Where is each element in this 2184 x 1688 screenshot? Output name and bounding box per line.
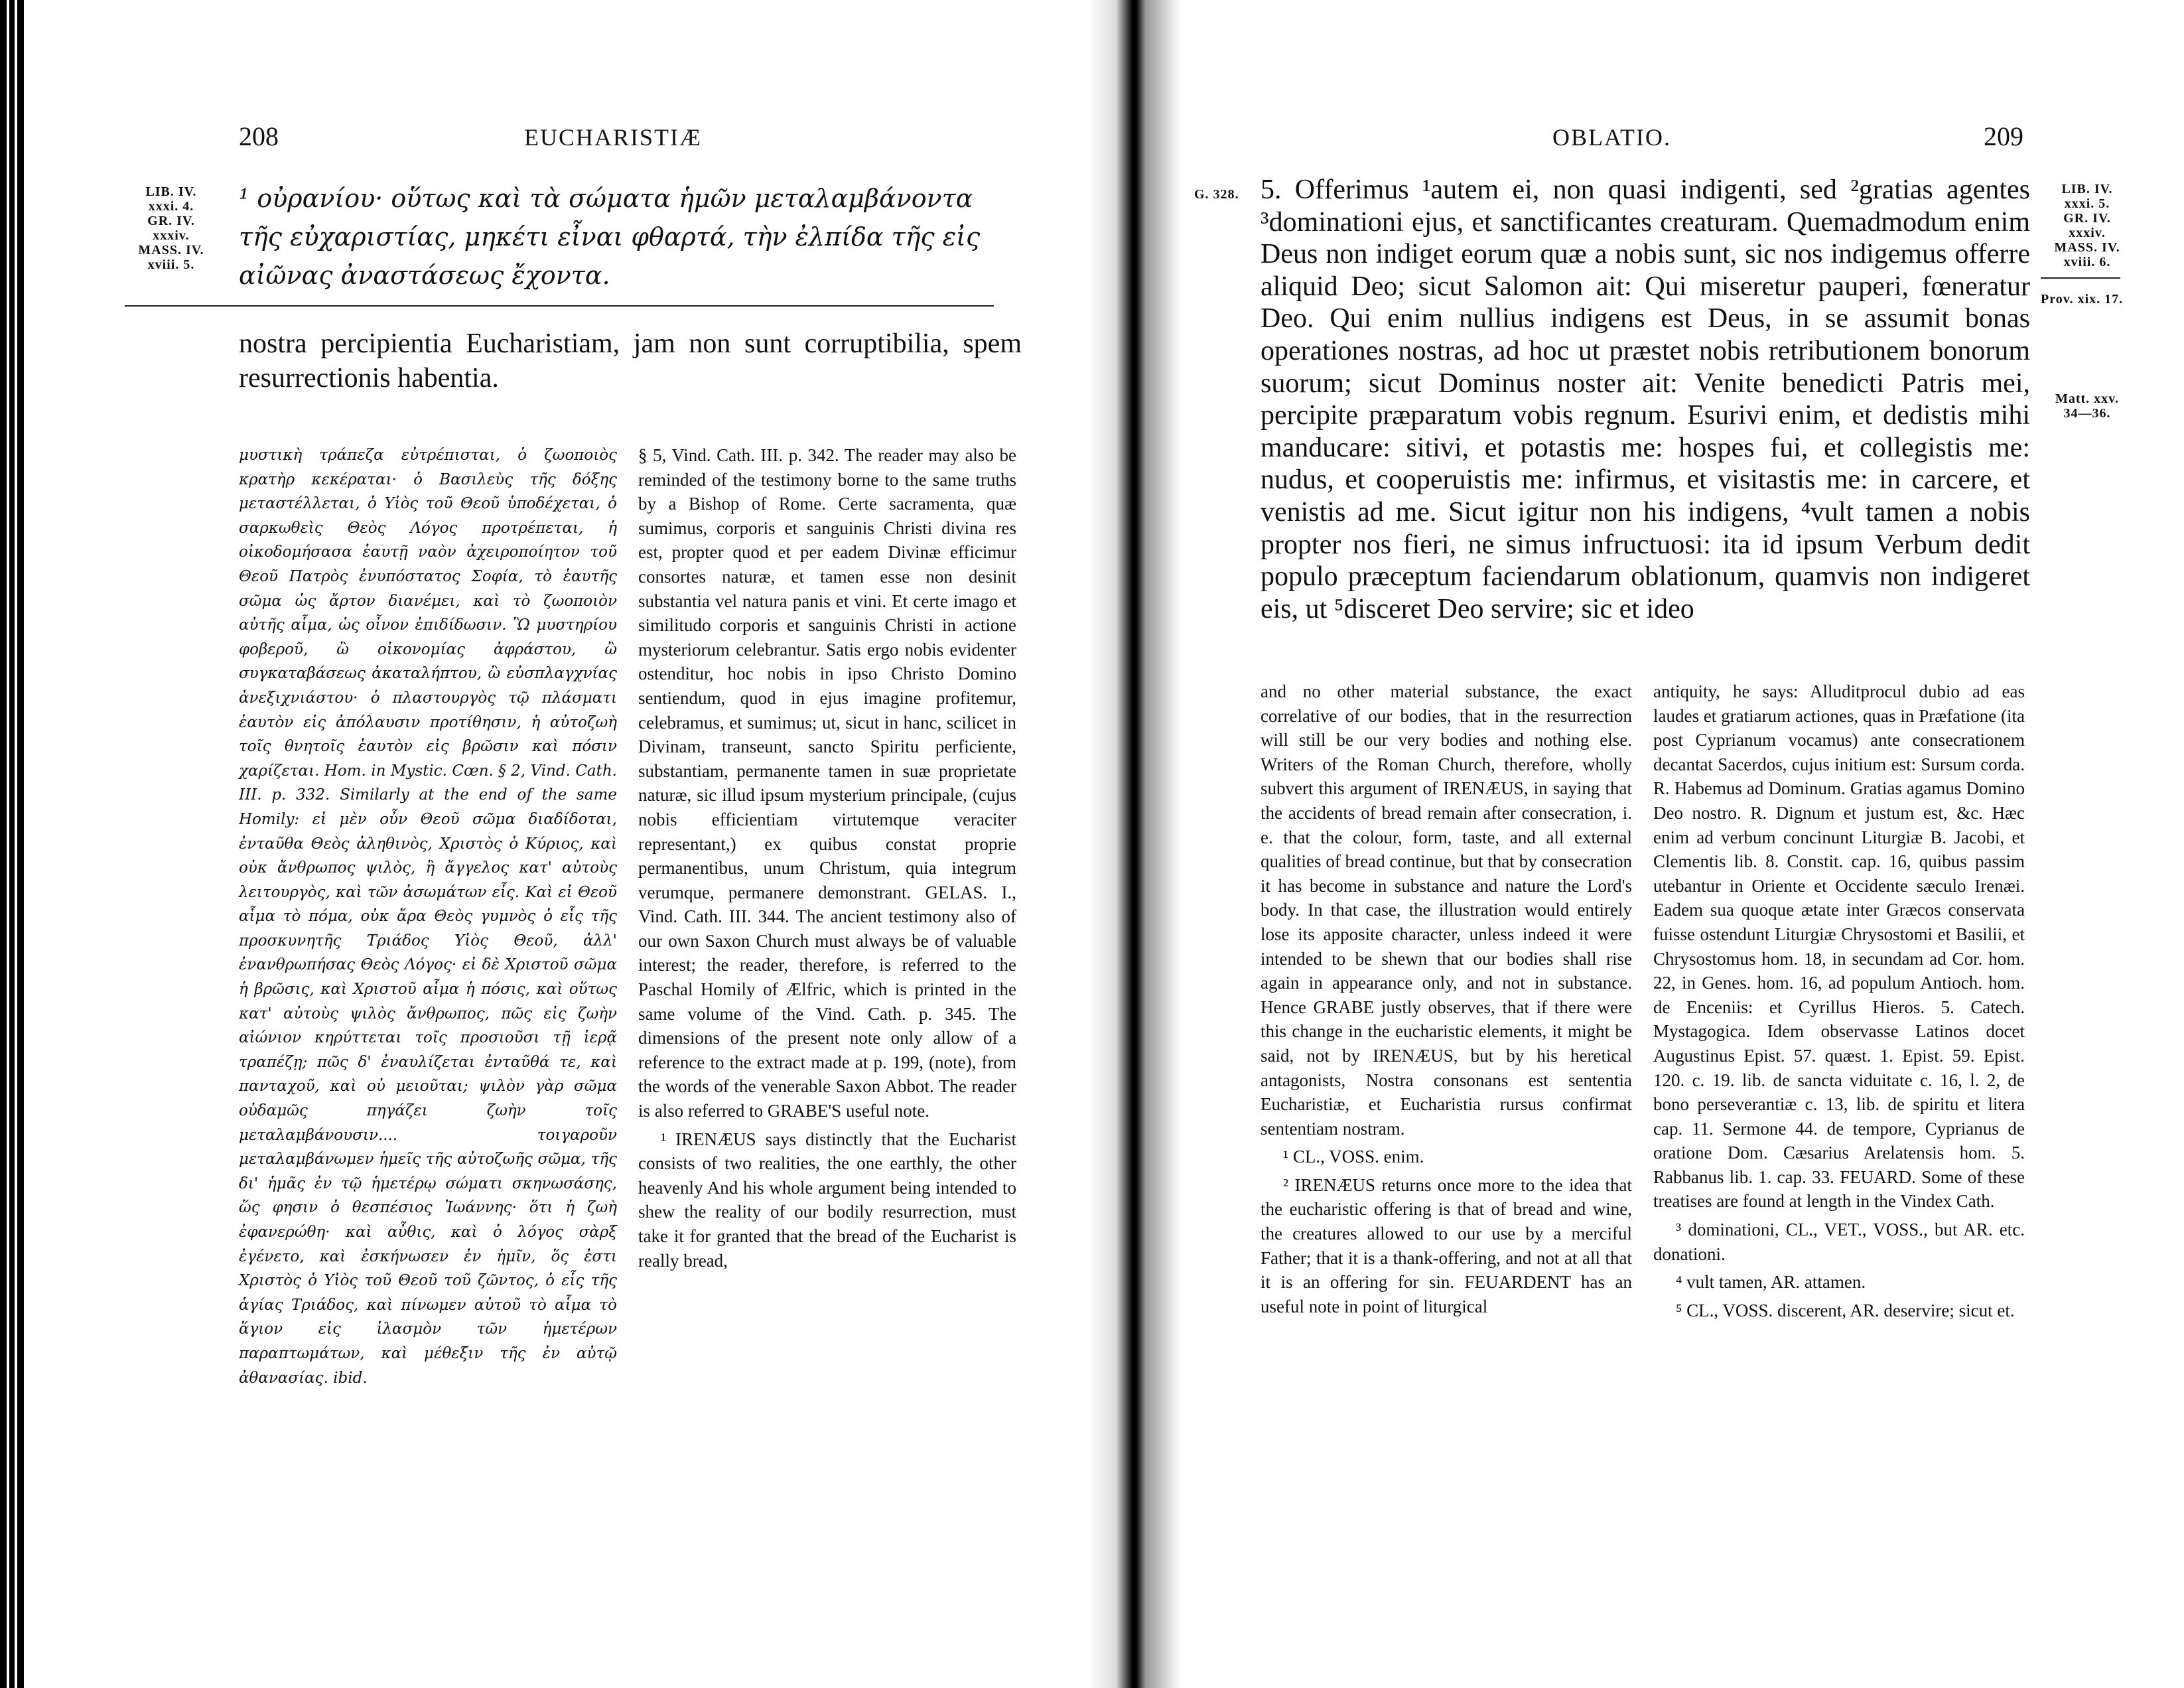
footnote-1: ¹ IRENÆUS says distinctly that the Eucharist consists of two realities, the one earthly, the other heavenly And his whole argument being intended to shew the reality of our bodily resurrection, must take it for granted that the bread of the Eucharist is really bread, <box>638 1129 1016 1271</box>
note-paragraph: and no other material substance, the exact correlative of our bodies, that in the resurrection will still be our very bodies and nothing else. Writers of the Roman Church, therefore, wholly subvert this argument of IRENÆUS, in saying that the accidents of bread remain after consecration, i. e. that the colour, form, taste, and all external qualities of bread continue, but that by consecration it has become in substance and nature the Lord's body. In that case, the illustration would entirely lose its apposite character, unless indeed it were intended to be shewn that our bodies shall rise again in appearance only, and not in substance. Hence GRABE justly observes, that if there were this change in the eucharistic elements, it might be said, not by IRENÆUS, but by his heretical antagonists, Nostra consonans est sententia Eucharistiæ, et Eucharistia rursus confirmat sententiam nostram. <box>1261 681 1632 1139</box>
margin-ref-line: 34—36. <box>2063 406 2111 421</box>
footnote-1: ¹ CL., VOSS. enim. <box>1283 1147 1424 1167</box>
left-margin-reference <box>125 184 218 272</box>
scripture-ref-matthew <box>2041 391 2134 421</box>
right-note-column-1 <box>1261 679 1632 1322</box>
margin-ref-line: GR. IV. <box>2063 211 2111 226</box>
left-running-head: EUCHARISTIÆ <box>524 124 703 151</box>
margin-ref-line: MASS. IV. <box>138 243 204 257</box>
margin-ref-line: MASS. IV. <box>2054 240 2120 255</box>
left-note-column-2 <box>638 443 1016 1277</box>
note-paragraph: antiquity, he says: Alluditprocul dubio ad eas laudes et gratiarum actiones, quas in Præfatione (ita post Cyprianum vocamus) ante consecrationem decantat Sacerdos, cujus initium est: Sursum corda. R. Habemus ad Dominum. Gratias agamus Domino Deo nostro. R. Dignum et justum est, &c. Hæc enim ad verbum concinunt Liturgiæ B. Jacobi, et Clementis lib. 8. Constit. cap. 16, quibus passim utebantur in Oriente et Occidente sæculo Irenæi. Eadem sua quoque ætate inter Græcos conservata fuisse ostendunt Liturgiæ Chrysostomi et Basilii, et Chrysostomus hom. 18, in secundam ad Cor. hom. 22, in Genes. hom. 16, ad populum Antioch. hom. de Enceniis: et Cyrillus Hieros. 5. Catech. Mystagogica. Idem observasse Latinos docet Augustinus Epist. 57. quæst. 1. Epist. 59. Epist. 120. c. 19. lib. de sancta viduitate c. 16, l. 2, de bono perseverantiæ c. 13, lib. de spiritu et litera cap. 11. Sermone 44. de tempore, Cyprianus de oratione Dom. Cæsarius Arelatensis hom. 5. Rabbanus lib. 1. cap. 33. FEUARD. Some of these treatises are found at length in the Vindex Cath. <box>1653 681 2025 1212</box>
left-book-edge <box>0 0 29 1688</box>
margin-ref-line: xxxiv. <box>2069 226 2106 240</box>
main-latin-text: 5. Offerimus ¹autem ei, non quasi indigenti, sed ²gratias agentes ³dominationi ejus, et sanctificantes creaturam. Quemadmodum enim Deus non indiget eorum quæ a nobis sunt, sic nos indigemus offerre aliquid Deo; sicut Salomon ait: Qui miseretur pauperi, fœneratur Deo. Qui enim nullius indigens est Deus, in se assumit bonas operationes nostras, ad hoc ut præstet nobis retributionem bonorum suorum; sicut Dominus noster ait: Venite benedicti Patris mei, percipite præparatum vobis regnum. Esurivi enim, et dedistis mihi manducare: sitivi, et potastis me: hospes fui, et collegistis me: nudus, et cooperuistis me: infirmus, et visitastis me: in carcere, et venistis ad me. Sicut igitur non his indigens, ⁴vult tamen a nobis propter nos fieri, ne simus infructuosi: ita id ipsum Verbum dedit populo præceptum faciendarum oblationum, quamvis non indigeret eis, ut ⁵disceret Deo servire; sic et ideo <box>1261 175 2030 624</box>
latin-translation-block: nostra percipientia Eucharistiam, jam non sunt corruptibilia, spem resurrectionis habentia. <box>239 328 1022 393</box>
header-rule <box>125 305 994 307</box>
right-margin-reference <box>2041 182 2134 269</box>
margin-ref-line: Matt. xxv. <box>2055 391 2120 406</box>
scripture-ref-proverbs: Prov. xix. 17. <box>2041 292 2124 307</box>
margin-ref-line: xxxi. 5. <box>2064 196 2110 211</box>
book-gutter-shadow <box>1088 0 1181 1688</box>
margin-ref-line: xxxi. 4. <box>148 199 194 214</box>
margin-ref-line: LIB. IV. <box>145 184 197 199</box>
right-page-number: 209 <box>1984 121 2023 151</box>
greek-text-block: ¹ οὐρανίου· οὕτως καὶ τὰ σώματα ἡμῶν μεταλαμβάνοντα τῆς εὐχαριστίας, μηκέτι εἶναι φθαρτά, τὴν ἐλπίδα τῆς εἰς αἰῶνας ἀναστάσεως ἔχοντα. <box>239 184 981 290</box>
margin-ref-line: xviii. 5. <box>147 257 195 272</box>
margin-ref-line: xviii. 6. <box>2063 255 2111 269</box>
footnote-3: ³ dominationi, CL., VET., VOSS., but AR. etc. donationi. <box>1653 1220 2025 1264</box>
right-running-head: OBLATIO. <box>1552 124 1671 151</box>
left-page-number: 208 <box>239 121 279 151</box>
footnote-4: ⁴ vult tamen, AR. attamen. <box>1676 1272 1866 1293</box>
margin-rule <box>2041 277 2120 279</box>
left-note-column-1: μυστικὴ τράπεζα εὐτρέπισται, ὁ ζωοποιὸς κρατὴρ κεκέραται· ὁ Βασιλεὺς τῆς δόξης μεταστέλλεται, ὁ Υἱὸς τοῦ Θεοῦ ὑποδέχεται, ὁ σαρκωθεὶς Θεὸς Λόγος προτρέπεται, ἡ οἰκοδομήσασα ἑαυτῇ ναὸν ἀχειροποίητον τοῦ Θεοῦ Πατρὸς ἐνυπόστατος Σοφία, τὸ ἑαυτῆς σῶμα ὡς ἄρτον διανέμει, καὶ τὸ ζωοποιὸν αὐτῆς αἷμα, ὡς οἶνον ἐπιδίδωσιν. Ὢ μυστηρίου φοβεροῦ, ὢ οἰκονομίας ἀφράστου, ὢ συγκαταβάσεως ἀκαταλήπτου, ὢ εὐσπλαγχνίας ἀνεξιχνιάστου· ὁ πλαστουργὸς τῷ πλάσματι ἑαυτὸν εἰς ἀπόλαυσιν προτίθησιν, ἡ αὐτοζωὴ τοῖς θνητοῖς ἑαυτὸν εἰς βρῶσιν καὶ πόσιν χαρίζεται. Hom. in Mystic. Cœn. § 2, Vind. Cath. III. p. 332. Similarly at the end of the same Homily: εἰ μὲν οὖν Θεοῦ σῶμα διαδίδοται, ἐνταῦθα Θεὸς ἀληθινὸς, Χριστὸς ὁ Κύριος, καὶ οὐκ ἄνθρωπος ψιλὸς, ἢ ἄγγελος κατ' αὐτοὺς λειτουργὸς, καὶ τῶν ἀσωμάτων εἷς. Καὶ εἰ Θεοῦ αἷμα τὸ πόμα, οὐκ ἄρα Θεὸς γυμνὸς ὁ εἷς τῆς προσκυνητῆς Τριάδος Υἱὸς Θεοῦ, ἀλλ' ἐνανθρωπήσας Θεὸς Λόγος· εἰ δὲ Χριστοῦ σῶμα ἡ βρῶσις, καὶ Χριστοῦ αἷμα ἡ πόσις, καὶ οὕτως κατ' αὐτοὺς ψιλὸς ἄνθρωπος, πῶς εἰς ζωὴν αἰώνιον κηρύττεται τοῖς προσιοῦσι τῇ ἱερᾷ τραπέζῃ; πῶς δ' ἐναυλίζεται ἐνταῦθά τε, καὶ πανταχοῦ, καὶ οὐ μειοῦται; ψιλὸν γὰρ σῶμα οὐδαμῶς πηγάζει ζωὴν τοῖς μεταλαμβάνουσιν.... τοιγαροῦν μεταλαμβάνωμεν ἡμεῖς τῆς αὐτοζωῆς σῶμα, τῆς δι' ἡμᾶς ἐν τῷ ἡμετέρῳ σώματι σκηνωσάσης, ὥς φησιν ὁ θεσπέσιος Ἰωάννης· ὅτι ἡ ζωὴ ἐφανερώθη· καὶ αὖθις, καὶ ὁ λόγος σὰρξ ἐγένετο, καὶ ἐσκήνωσεν ἐν ἡμῖν, ὅς ἐστι Χριστὸς ὁ Υἱὸς τοῦ Θεοῦ τοῦ ζῶντος, ὁ εἷς τῆς ἁγίας Τριάδος, καὶ πίνωμεν αὐτοῦ τὸ αἷμα τὸ ἅγιον εἰς ἱλασμὸν τῶν ἡμετέρων παραπτωμάτων, καὶ μέθεξιν τῆς ἐν αὐτῷ ἀθανασίας. ibid. <box>239 447 617 1387</box>
footnote-2: ² IRENÆUS returns once more to the idea that the eucharistic offering is that of bread and wine, the creatures allowed to our use by a merciful Father; that it is a thank-offering, and not at all that it is an offering for sin. FEUARDENT has an useful note in point of liturgical <box>1261 1174 1632 1316</box>
margin-ref-line: xxxiv. <box>153 228 190 243</box>
right-note-column-2 <box>1653 679 2025 1326</box>
margin-ref-line: LIB. IV. <box>2061 182 2113 196</box>
footnote-5: ⁵ CL., VOSS. discerent, AR. deservire; sicut et. <box>1676 1300 2015 1320</box>
note-paragraph: § 5, Vind. Cath. III. p. 342. The reader may also be reminded of the testimony borne to the same truths by a Bishop of Rome. Certe sacramenta, quæ sumimus, corporis et sanguinis Christi divina res est, propter quod et per eadem Divinæ efficimur consortes naturæ, et tamen esse non desinit substantia vel natura panis et vini. Et certe imago et similitudo corporis et sanguinis Christi in actione mysteriorum celebrantur. Satis ergo nobis evidenter ostenditur, hoc nobis in ipso Christo Domino sentiendum, quod in ejus imagine profitemur, celebramus, et sumimus; ut, sicut in hanc, scilicet in Divinam, transeunt, sancto Spiritu perficiente, substantiam, permanente tamen in suæ proprietate naturæ, sic illud ipsum mysterium principale, (cujus nobis efficientiam virtutemque veraciter representant,) ex quibus constat proprie permanentibus, unum Christum, quia integrum verumque, permanere demonstrant. GELAS. I., Vind. Cath. III. 344. The ancient testimony also of our own Saxon Church must always be of valuable interest; the reader, therefore, is referred to the Paschal Homily of Ælfric, which is printed in the same volume of the Vind. Cath. p. 345. The dimensions of the present note only allow of a reference to the extract made at p. 199, (note), from the words of the venerable Saxon Abbot. The reader is also referred to GRABE'S useful note. <box>638 445 1016 1121</box>
margin-ref-line: GR. IV. <box>147 214 195 228</box>
edition-page-ref: G. 328. <box>1194 187 1239 202</box>
